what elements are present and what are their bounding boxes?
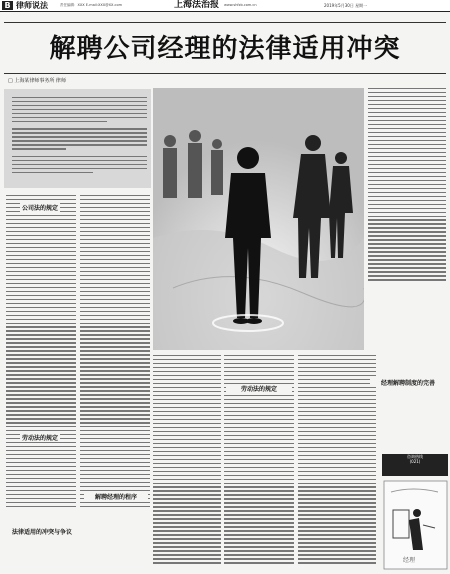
article-column-3 (153, 355, 221, 566)
hotline-box (382, 454, 448, 476)
hotline-label: 咨询热线 (407, 454, 423, 459)
subhead-labor-law: 劳动法的规定 (21, 435, 58, 442)
subhead-company-law: 公司法的规定 (21, 205, 58, 212)
subhead-labor-law-2: 劳动法的规定 (226, 384, 292, 393)
article-column-right (368, 88, 446, 283)
subhead-improvement: 经理解聘制度的完善 (370, 378, 446, 387)
article-headline: 解聘公司经理的法律适用冲突 (49, 34, 401, 64)
business-people-photo (153, 88, 364, 350)
article-column-2 (80, 195, 150, 510)
lead-text-lines (12, 97, 147, 176)
subhead-dismissal-procedure: 解聘经理的程序 (84, 492, 148, 501)
newspaper-url: www.shfzb.com.cn (224, 3, 257, 7)
article-column-1 (6, 195, 76, 510)
article-byline: □ 上海某律师事务所 律师 (8, 78, 66, 84)
cartoon-sketch (383, 480, 448, 570)
issue-date: 2019年5月30日 星期一 (324, 3, 368, 8)
cartoon-caption: 经理 (403, 557, 416, 564)
page-header (0, 0, 450, 12)
headline-top-rule (4, 22, 446, 23)
hotline-number: (021) (409, 459, 421, 464)
article-column-5 (298, 355, 376, 566)
headline-bottom-rule (4, 73, 446, 74)
section-title: 律师说法 (16, 1, 48, 10)
section-letter: B (2, 1, 13, 10)
newspaper-masthead: 上海法治报 (174, 0, 220, 10)
editor-meta: 责任编辑：XXX E-mail:XXX@XX.com (60, 3, 123, 7)
subhead-conflict: 法律适用的冲突与争议 (8, 527, 76, 536)
